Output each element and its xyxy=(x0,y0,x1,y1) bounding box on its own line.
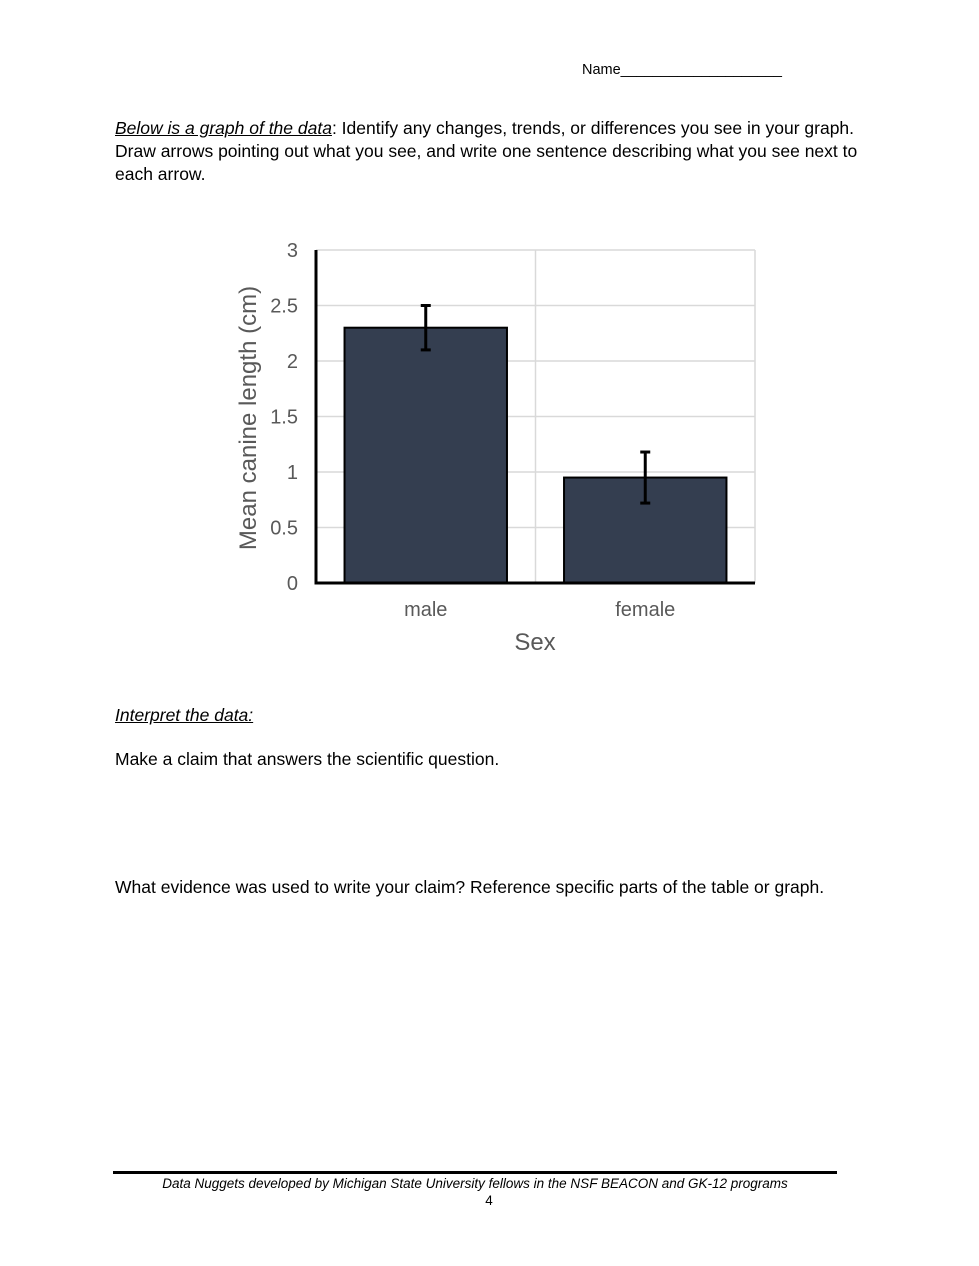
footer-credit: Data Nuggets developed by Michigan State University fellows in the NSF BEACON and GK-12 programs xyxy=(162,1176,788,1191)
footer-divider xyxy=(113,1171,837,1174)
graph-instructions xyxy=(115,117,860,186)
y-tick-label: 0 xyxy=(286,573,298,595)
x-axis-title: Sex xyxy=(514,629,556,656)
name-field-label: Name____________________ xyxy=(582,62,782,78)
page-number: 4 xyxy=(485,1193,493,1208)
x-tick-label: male xyxy=(404,599,448,621)
y-tick-label: 0.5 xyxy=(270,517,298,540)
y-tick-label: 2.5 xyxy=(270,295,298,318)
y-axis-title: Mean canine length (cm) xyxy=(235,285,262,551)
canine-length-chart xyxy=(225,230,785,670)
chart-svg xyxy=(225,230,785,670)
y-tick-label: 1 xyxy=(286,462,298,484)
evidence-prompt: What evidence was used to write your claim? Reference specific parts of the table or graph. xyxy=(115,877,825,897)
x-tick-label: female xyxy=(615,599,676,621)
y-tick-label: 3 xyxy=(286,240,298,262)
y-tick-label: 2 xyxy=(286,351,298,373)
graph-instructions-lead: Below is a graph of the data xyxy=(115,118,332,138)
interpret-heading: Interpret the data: xyxy=(115,705,254,725)
claim-prompt: Make a claim that answers the scientific question. xyxy=(115,749,500,769)
graph-instructions-text: : Identify any changes, trends, or differences you see in your graph. Draw arrows pointing out what you see, and write one sentence describing what you see next to each arrow. xyxy=(115,118,858,184)
y-tick-label: 1.5 xyxy=(270,406,298,429)
bar-male xyxy=(345,328,507,583)
